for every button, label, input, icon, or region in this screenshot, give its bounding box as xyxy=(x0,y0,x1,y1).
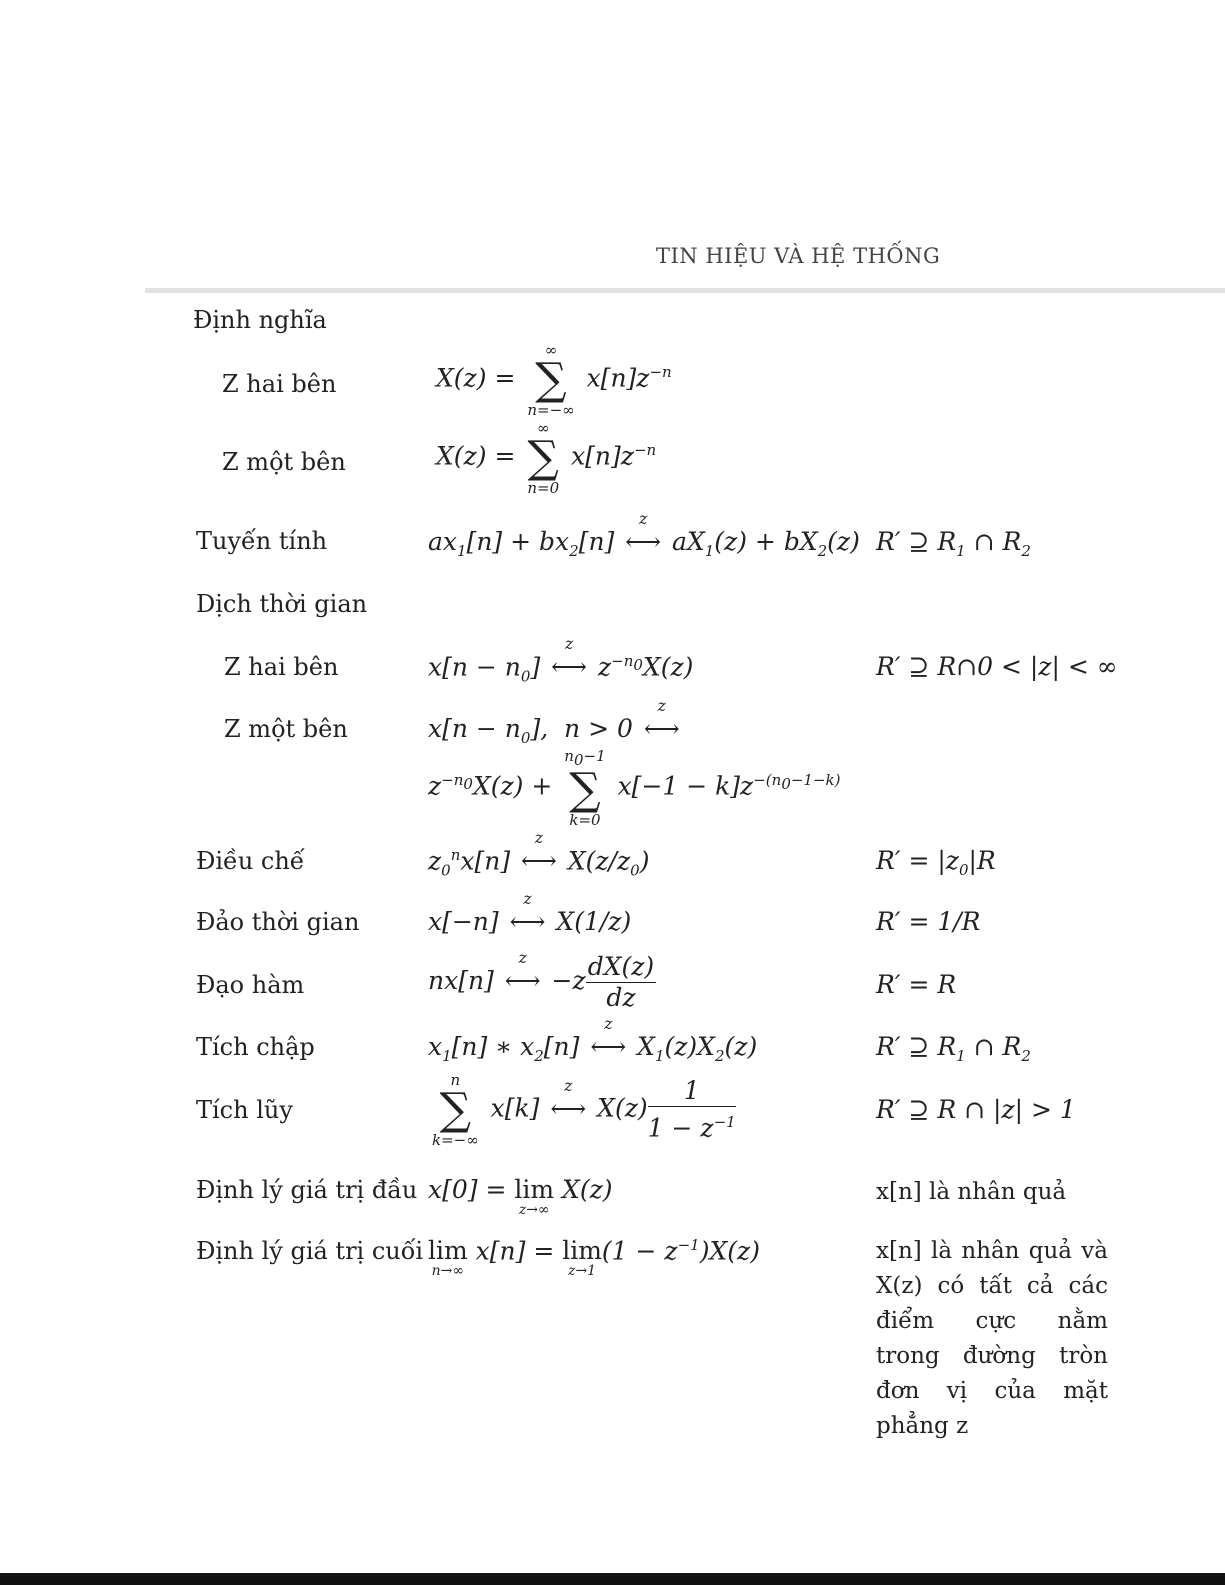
row-label-time-shift: Dịch thời gian xyxy=(196,590,368,618)
formula-initial-value: x[0] = lim z→∞ X(z) xyxy=(428,1175,613,1218)
formula-modulation: $z_0^nx[n]$ z ⟷ $X(z/z_0)$ xyxy=(428,828,650,880)
row-label-modulation: Điều chế xyxy=(196,847,305,875)
row-label-shift-one-sided: Z một bên xyxy=(224,715,348,743)
row-label-initial-value: Định lý giá trị đầu xyxy=(196,1176,418,1204)
row-label-derivative: Đạo hàm xyxy=(196,971,305,999)
note-initial-value: x[n] là nhân quả xyxy=(876,1179,1067,1205)
row-label-final-value: Định lý giá trị cuối xyxy=(196,1237,424,1265)
condition-time-reversal: R′ = 1/R xyxy=(876,907,981,936)
row-label-z-one-sided: Z một bên xyxy=(222,448,346,476)
row-label-z-two-sided: Z hai bên xyxy=(222,370,337,398)
condition-convolution: R′ ⊇ $R_1$ ∩ $R_2$ xyxy=(876,1032,1031,1065)
formula-accumulation: n ∑ k=−∞ x[k] z ⟷ X(z) $\frac{1}{1 - z^{-1}}$ xyxy=(432,1071,736,1149)
row-label-convolution: Tích chập xyxy=(196,1033,315,1061)
condition-shift-two-sided: R′ ⊇ R∩0 < |z| < ∞ xyxy=(876,652,1118,681)
formula-shift-one-sided-line1: $x[n - n_0]$, n > 0 z ⟷ xyxy=(428,696,680,747)
formula-convolution: $x_1[n]$ ∗ $x_2[n]$ z ⟷ $X_1(z)X_2(z)$ xyxy=(428,1014,758,1065)
formula-time-reversal: x[−n] z ⟷ X(1/z) xyxy=(428,889,632,936)
condition-accumulation: R′ ⊇ R ∩ |z| > 1 xyxy=(876,1095,1076,1124)
condition-derivative: R′ = R xyxy=(876,970,957,999)
row-label-time-reversal: Đảo thời gian xyxy=(196,908,360,936)
condition-linearity: R′ ⊇ $R_1$ ∩ $R_2$ xyxy=(876,527,1031,560)
bottom-edge-bar xyxy=(0,1573,1225,1585)
formula-final-value: lim n→∞ x[n] = lim z→1 $(1 - z^{-1})X(z)$ xyxy=(428,1236,760,1279)
row-label-accumulation: Tích lũy xyxy=(196,1096,293,1124)
header-rule xyxy=(145,288,1225,293)
formula-linearity: $ax_1[n] + bx_2[n]$ z ⟷ $aX_1(z) + bX_2(z)$ xyxy=(428,509,860,560)
formula-shift-one-sided-line2: $z^{-n_0}X(z)$ + $n_0-1$ ∑ k=0 $x[-1 - k]z^{-(n_0-1-k)}$ xyxy=(428,747,841,829)
formula-derivative: nx[n] z ⟷ −z $\frac{dX(z)}{dz}$ xyxy=(428,948,655,1012)
row-label-linearity: Tuyến tính xyxy=(196,527,328,555)
formula-z-two-sided: X(z) = ∞ ∑ n=−∞ $x[n]z^{-n}$ xyxy=(436,341,672,419)
note-final-value: x[n] là nhân quả và X(z) có tất cả các điểm cực nằm trong đường tròn đơn vị của mặt phẳng z xyxy=(876,1238,1108,1439)
condition-modulation: $R' = |z_0|R$ xyxy=(876,846,996,879)
page-header-title: TIN HIỆU VÀ HỆ THỐNG xyxy=(656,244,941,268)
row-label-shift-two-sided: Z hai bên xyxy=(224,653,339,681)
row-label-definition: Định nghĩa xyxy=(193,306,327,334)
formula-z-one-sided: X(z) = ∞ ∑ n=0 $x[n]z^{-n}$ xyxy=(436,419,657,497)
formula-shift-two-sided: $x[n - n_0]$ z ⟷ $z^{-n_0}X(z)$ xyxy=(428,634,694,686)
